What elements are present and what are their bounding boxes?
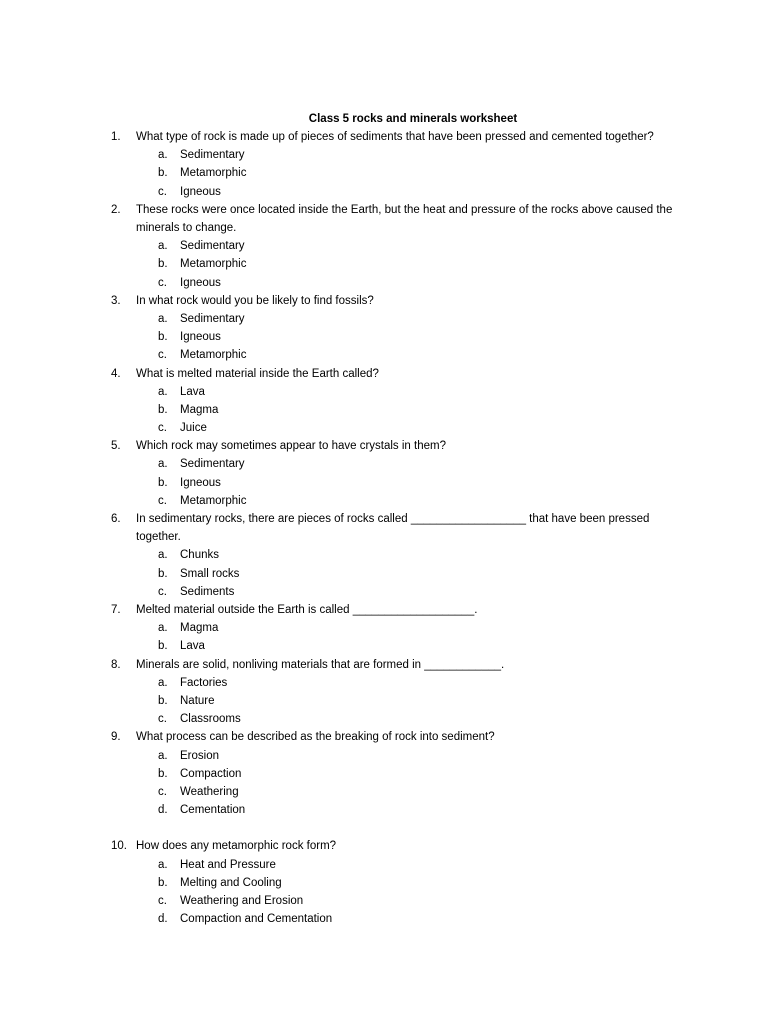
- question-5-stem: [108, 437, 688, 455]
- option-text: Metamorphic: [180, 349, 247, 362]
- question-text: Melted material outside the Earth is called ___________________.: [136, 604, 478, 616]
- option-letter: c.: [158, 276, 167, 289]
- option-text: Sediments: [180, 585, 235, 598]
- option-text: Lava: [180, 640, 205, 653]
- question-6: [108, 510, 688, 601]
- option-text: Erosion: [180, 749, 219, 762]
- question-8-options: [108, 674, 688, 729]
- question-number: 9.: [111, 731, 121, 744]
- option-letter: a.: [158, 458, 168, 471]
- question-number: 10.: [111, 840, 127, 853]
- question-8-stem: [108, 656, 688, 674]
- worksheet-title: Class 5 rocks and minerals worksheet: [308, 113, 518, 125]
- option-letter: c.: [158, 713, 167, 726]
- option-text: Sedimentary: [180, 240, 245, 253]
- question-text: These rocks were once located inside the Earth, but the heat and pressure of the rocks above caused the minerals to change.: [136, 203, 673, 234]
- option-letter: a.: [158, 385, 168, 398]
- option-letter: c.: [158, 494, 167, 507]
- answer-option: [108, 383, 688, 401]
- option-text: Lava: [180, 385, 205, 398]
- answer-option: [108, 310, 688, 328]
- option-letter: c.: [158, 349, 167, 362]
- question-number: 4.: [111, 367, 121, 380]
- option-letter: c.: [158, 585, 167, 598]
- option-letter: b.: [158, 167, 168, 180]
- answer-option: [108, 565, 688, 583]
- option-letter: b.: [158, 694, 168, 707]
- option-text: Heat and Pressure: [180, 858, 276, 871]
- answer-option: [108, 401, 688, 419]
- option-text: Nature: [180, 694, 215, 707]
- option-letter: b.: [158, 876, 168, 889]
- question-10: [108, 837, 688, 928]
- question-text: In what rock would you be likely to find fossils?: [136, 294, 374, 307]
- option-letter: b.: [158, 403, 168, 416]
- option-letter: c.: [158, 895, 167, 908]
- option-letter: b.: [158, 258, 168, 271]
- option-letter: b.: [158, 476, 168, 489]
- answer-option: [108, 874, 688, 892]
- option-letter: a.: [158, 622, 168, 635]
- question-7-options: [108, 619, 688, 655]
- question-4-options: [108, 383, 688, 438]
- answer-option: [108, 164, 688, 182]
- question-10-stem: [108, 837, 688, 855]
- answer-option: [108, 637, 688, 655]
- option-text: Cementation: [180, 804, 246, 817]
- question-9: [108, 728, 688, 819]
- option-text: Classrooms: [180, 713, 241, 726]
- question-2-options: [108, 237, 688, 292]
- question-4: [108, 365, 688, 438]
- option-text: Magma: [180, 403, 219, 416]
- option-letter: a.: [158, 149, 168, 162]
- answer-option: [108, 910, 688, 928]
- question-text: Minerals are solid, nonliving materials that are formed in ____________.: [136, 658, 505, 671]
- option-text: Sedimentary: [180, 458, 245, 471]
- answer-option: [108, 274, 688, 292]
- option-text: Magma: [180, 622, 219, 635]
- answer-option: [108, 747, 688, 765]
- option-text: Chunks: [180, 549, 219, 562]
- answer-option: [108, 892, 688, 910]
- question-2-stem: [108, 201, 688, 237]
- answer-option: [108, 546, 688, 564]
- question-6-stem: [108, 510, 688, 546]
- answer-option: [108, 692, 688, 710]
- question-1-stem: [108, 128, 688, 146]
- option-text: Igneous: [180, 185, 221, 198]
- option-text: Sedimentary: [180, 149, 245, 162]
- option-letter: c.: [158, 785, 167, 798]
- option-text: Factories: [180, 676, 228, 689]
- question-number: 1.: [111, 131, 121, 143]
- option-text: Sedimentary: [180, 312, 245, 325]
- question-3: [108, 292, 688, 365]
- question-number: 8.: [111, 658, 121, 671]
- question-3-stem: [108, 292, 688, 310]
- answer-option: [108, 146, 688, 164]
- question-9-options: [108, 747, 688, 820]
- question-text: How does any metamorphic rock form?: [136, 840, 337, 853]
- option-text: Melting and Cooling: [180, 876, 282, 889]
- answer-option: [108, 346, 688, 364]
- question-number: 7.: [111, 604, 121, 616]
- question-2: [108, 201, 688, 292]
- question-1: [108, 128, 688, 201]
- question-number: 2.: [111, 203, 121, 216]
- question-3-options: [108, 310, 688, 365]
- answer-option: [108, 328, 688, 346]
- question-4-stem: [108, 365, 688, 383]
- option-text: Metamorphic: [180, 494, 247, 507]
- answer-option: [108, 455, 688, 473]
- option-letter: d.: [158, 913, 168, 926]
- question-text: What process can be described as the breaking of rock into sediment?: [136, 731, 495, 744]
- option-letter: a.: [158, 749, 168, 762]
- option-text: Compaction and Cementation: [180, 913, 333, 926]
- question-number: 5.: [111, 440, 121, 453]
- answer-option: [108, 710, 688, 728]
- option-text: Metamorphic: [180, 167, 247, 180]
- option-text: Compaction: [180, 767, 242, 780]
- answer-option: [108, 801, 688, 819]
- option-letter: b.: [158, 567, 168, 580]
- option-letter: a.: [158, 312, 168, 325]
- answer-option: [108, 492, 688, 510]
- answer-option: [108, 237, 688, 255]
- question-10-options: [108, 856, 688, 929]
- option-letter: d.: [158, 804, 168, 817]
- answer-option: [108, 765, 688, 783]
- question-1-options: [108, 146, 688, 201]
- option-letter: c.: [158, 422, 167, 435]
- option-text: Weathering: [180, 785, 239, 798]
- option-text: Weathering and Erosion: [180, 895, 304, 908]
- answer-option: [108, 619, 688, 637]
- answer-option: [108, 783, 688, 801]
- question-6-options: [108, 546, 688, 601]
- answer-option: [108, 856, 688, 874]
- question-8: [108, 656, 688, 729]
- question-number: 3.: [111, 294, 121, 307]
- option-letter: a.: [158, 858, 168, 871]
- option-letter: b.: [158, 640, 168, 653]
- option-text: Igneous: [180, 331, 221, 344]
- option-text: Small rocks: [180, 567, 240, 580]
- question-text: In sedimentary rocks, there are pieces of rocks called __________________ that have been pressed together.: [136, 513, 650, 544]
- answer-option: [108, 255, 688, 273]
- blank-line: [108, 819, 688, 837]
- question-text: Which rock may sometimes appear to have crystals in them?: [136, 440, 446, 453]
- question-number: 6.: [111, 513, 121, 526]
- option-text: Metamorphic: [180, 258, 247, 271]
- option-text: Igneous: [180, 476, 221, 489]
- question-text: What is melted material inside the Earth called?: [136, 367, 379, 380]
- question-7-stem: [108, 601, 688, 619]
- option-letter: b.: [158, 767, 168, 780]
- answer-option: [108, 419, 688, 437]
- question-5-options: [108, 455, 688, 510]
- option-letter: a.: [158, 549, 168, 562]
- answer-option: [108, 183, 688, 201]
- question-list: [108, 128, 688, 928]
- answer-option: [108, 583, 688, 601]
- question-5: [108, 437, 688, 510]
- answer-option: [108, 474, 688, 492]
- option-letter: b.: [158, 331, 168, 344]
- option-text: Juice: [180, 422, 207, 435]
- question-text: What type of rock is made up of pieces of sediments that have been pressed and cemented together?: [136, 131, 654, 143]
- option-letter: a.: [158, 676, 168, 689]
- option-text: Igneous: [180, 276, 221, 289]
- question-7: [108, 601, 688, 656]
- option-letter: a.: [158, 240, 168, 253]
- question-9-stem: [108, 728, 688, 746]
- answer-option: [108, 674, 688, 692]
- option-letter: c.: [158, 185, 167, 198]
